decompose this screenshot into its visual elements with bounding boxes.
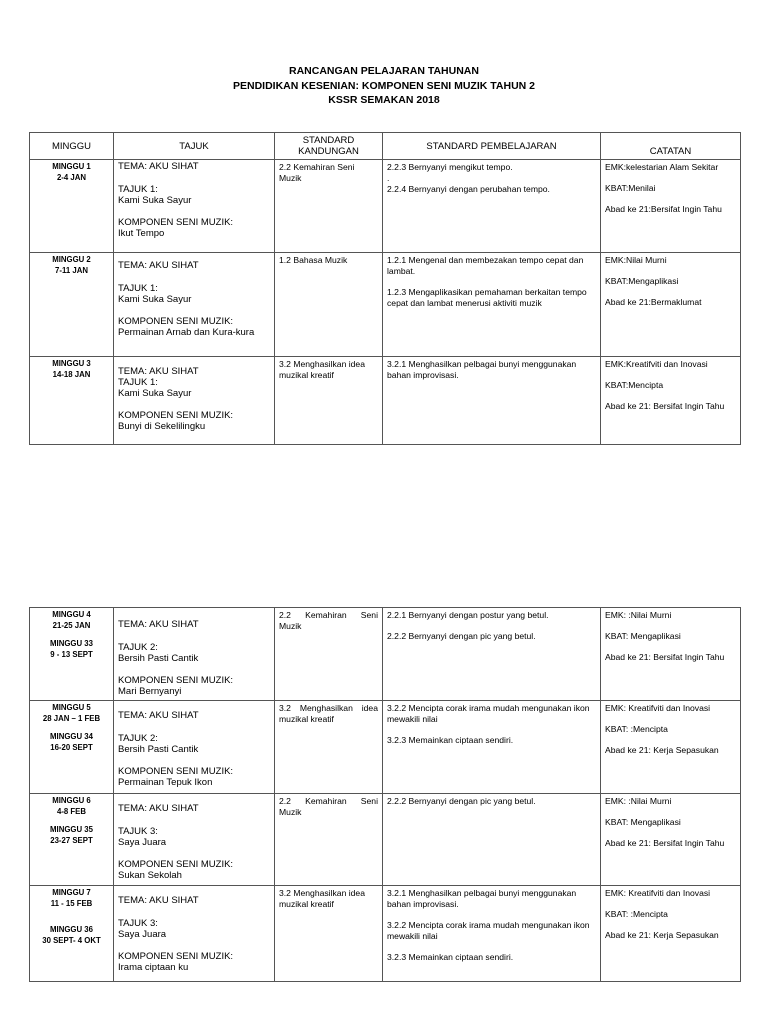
week-label: MINGGU 6	[52, 796, 91, 805]
week-cell	[30, 886, 114, 982]
topic-cell	[114, 160, 275, 253]
komponen-label: KOMPONEN SENI MUZIK:	[118, 951, 234, 963]
tajuk-label: TAJUK 2:	[118, 641, 158, 653]
sp-item: 3.2.3 Memainkan ciptaan sendiri.	[387, 952, 514, 962]
week-label: MINGGU 2	[52, 255, 91, 264]
sp-item: 2.2.1 Bernyanyi dengan postur yang betul.	[387, 610, 549, 620]
sp-item: 2.2.3 Bernyanyi mengikut tempo.	[387, 162, 513, 172]
week-dates: 7-11 JAN	[55, 265, 88, 275]
komponen-text: Permainan Tepuk Ikon	[118, 777, 213, 789]
tajuk-text: Bersih Pasti Cantik	[118, 652, 199, 664]
catatan-cell	[601, 357, 741, 445]
week-label: MINGGU 4	[52, 610, 91, 619]
tema-text: TEMA: AKU SIHAT	[118, 895, 199, 906]
catatan-emk: EMK:Nilai Murni	[605, 255, 667, 265]
catatan-emk: EMK: Kreatifviti dan Inovasi	[605, 703, 711, 713]
standard-kandungan-cell: 2.2 Kemahiran Seni Muzik	[275, 160, 383, 253]
komponen-text: Mari Bernyanyi	[118, 686, 182, 698]
standard-pembelajaran-cell	[383, 357, 601, 445]
header-catatan: CATATAN	[601, 133, 741, 160]
tajuk-label: TAJUK 1:	[118, 183, 158, 195]
week-label: MINGGU 34	[50, 732, 93, 741]
topic-cell	[114, 701, 275, 794]
week-label: MINGGU 35	[50, 825, 93, 834]
week-label: MINGGU 5	[52, 703, 91, 712]
catatan-emk: EMK: :Nilai Murni	[605, 796, 672, 806]
catatan-abad: Abad ke 21:Bersifat Ingin Tahu	[605, 204, 722, 214]
week-cell	[30, 253, 114, 357]
tajuk-label: TAJUK 2:	[118, 732, 158, 744]
tema-text: TEMA: AKU SIHAT	[118, 260, 199, 271]
topic-cell	[114, 253, 275, 357]
table-row	[30, 160, 741, 253]
komponen-label: KOMPONEN SENI MUZIK:	[118, 316, 234, 328]
komponen-text: Irama ciptaan ku	[118, 962, 189, 974]
standard-pembelajaran-cell	[383, 608, 601, 701]
standard-kandungan-cell: 3.2 Menghasilkan idea muzikal kreatif	[275, 701, 383, 794]
standard-kandungan-cell: 1.2 Bahasa Muzik	[275, 253, 383, 357]
document-title	[0, 64, 768, 108]
sp-item: .	[387, 173, 390, 183]
week-label: MINGGU 1	[52, 162, 91, 171]
week-dates: 23-27 SEPT	[50, 835, 93, 845]
komponen-text: Sukan Sekolah	[118, 870, 182, 882]
title-line-2: PENDIDIKAN KESENIAN: KOMPONEN SENI MUZIK TAHUN 2	[233, 79, 535, 92]
week-cell	[30, 357, 114, 445]
sp-item: 3.2.1 Menghasilkan pelbagai bunyi menggunakan bahan improvisasi.	[387, 359, 577, 380]
catatan-abad: Abad ke 21: Kerja Sepasukan	[605, 745, 719, 755]
komponen-text: Permainan Arnab dan Kura-kura	[118, 327, 255, 339]
komponen-label: KOMPONEN SENI MUZIK:	[118, 410, 234, 422]
catatan-cell	[601, 886, 741, 982]
tema-text: TEMA: AKU SIHAT	[118, 161, 199, 172]
sp-item: 3.2.3 Memainkan ciptaan sendiri.	[387, 735, 514, 745]
tema-text: TEMA: AKU SIHAT	[118, 803, 199, 814]
standard-pembelajaran-cell	[383, 253, 601, 357]
topic-cell	[114, 794, 275, 886]
tajuk-label: TAJUK 1:	[118, 282, 158, 294]
table-row	[30, 886, 741, 982]
catatan-abad: Abad ke 21:Bermaklumat	[605, 297, 702, 307]
week-dates: 11 - 15 FEB	[50, 898, 93, 908]
sp-item: 1.2.1 Mengenal dan membezakan tempo cepat dan lambat.	[387, 255, 584, 276]
standard-kandungan-cell: 2.2 Kemahiran Seni Muzik	[275, 608, 383, 701]
tajuk-text: Kami Suka Sayur	[118, 387, 192, 399]
lesson-plan-table-2	[29, 607, 741, 982]
sp-item: 2.2.2 Bernyanyi dengan pic yang betul.	[387, 796, 536, 806]
komponen-label: KOMPONEN SENI MUZIK:	[118, 766, 234, 778]
week-cell	[30, 160, 114, 253]
header-sk-line1: STANDARD	[302, 135, 355, 146]
komponen-text: Ikut Tempo	[118, 228, 165, 240]
tajuk-text: Saya Juara	[118, 836, 167, 848]
tajuk-label: TAJUK 3:	[118, 825, 158, 837]
week-dates: 28 JAN – 1 FEB	[42, 713, 101, 723]
catatan-cell	[601, 160, 741, 253]
catatan-kbat: KBAT: Mengaplikasi	[605, 631, 681, 641]
catatan-abad: Abad ke 21: Bersifat Ingin Tahu	[605, 838, 725, 848]
week-dates: 30 SEPT- 4 OKT	[42, 935, 101, 945]
topic-cell	[114, 357, 275, 445]
komponen-label: KOMPONEN SENI MUZIK:	[118, 217, 234, 229]
table-header-row	[30, 133, 741, 160]
catatan-abad: Abad ke 21: Kerja Sepasukan	[605, 930, 719, 940]
catatan-cell	[601, 794, 741, 886]
week-dates: 16-20 SEPT	[50, 742, 93, 752]
catatan-emk: EMK:kelestarian Alam Sekitar	[605, 162, 719, 172]
header-minggu: MINGGU	[30, 133, 114, 160]
week-label: MINGGU 33	[50, 639, 93, 648]
topic-cell	[114, 608, 275, 701]
catatan-cell	[601, 608, 741, 701]
week-cell	[30, 794, 114, 886]
tajuk-text: Kami Suka Sayur	[118, 293, 192, 305]
sp-item: 3.2.2 Mencipta corak irama mudah mengunakan ikon mewakili nilai	[387, 920, 590, 941]
standard-pembelajaran-cell	[383, 701, 601, 794]
week-dates: 21-25 JAN	[52, 620, 91, 630]
week-dates: 2-4 JAN	[56, 172, 87, 182]
tajuk-text: Saya Juara	[118, 928, 167, 940]
catatan-kbat: KBAT: Mengaplikasi	[605, 817, 681, 827]
header-standard-pembelajaran: STANDARD PEMBELAJARAN	[383, 133, 601, 160]
catatan-emk: EMK: Kreatifviti dan Inovasi	[605, 888, 711, 898]
sp-item: 1.2.3 Mengaplikasikan pemahaman berkaitan tempo cepat dan lambat menerusi aktiviti muzik	[387, 287, 587, 308]
week-dates: 9 - 13 SEPT	[50, 649, 93, 659]
catatan-kbat: KBAT:Menilai	[605, 183, 656, 193]
catatan-kbat: KBAT:Mengaplikasi	[605, 276, 679, 286]
tema-text: TEMA: AKU SIHAT	[118, 619, 199, 630]
table-row	[30, 701, 741, 794]
sp-item: 2.2.2 Bernyanyi dengan pic yang betul.	[387, 631, 536, 641]
catatan-cell	[601, 253, 741, 357]
standard-kandungan-cell: 3.2 Menghasilkan idea muzikal kreatif	[275, 886, 383, 982]
catatan-emk: EMK:Kreatifviti dan Inovasi	[605, 359, 708, 369]
komponen-label: KOMPONEN SENI MUZIK:	[118, 859, 234, 871]
title-line-1: RANCANGAN PELAJARAN TAHUNAN	[289, 65, 479, 77]
standard-pembelajaran-cell	[383, 794, 601, 886]
tema-text: TEMA: AKU SIHAT	[118, 366, 199, 377]
tajuk-text: Kami Suka Sayur	[118, 194, 192, 206]
standard-pembelajaran-cell	[383, 886, 601, 982]
header-tajuk: TAJUK	[114, 133, 275, 160]
header-sk-line2: KANDUNGAN	[298, 146, 359, 157]
catatan-abad: Abad ke 21: Bersifat Ingin Tahu	[605, 401, 725, 411]
tajuk-label: TAJUK 1:	[118, 376, 158, 388]
header-standard-kandungan	[275, 133, 383, 160]
week-label: MINGGU 36	[50, 925, 93, 934]
table-row	[30, 357, 741, 445]
tajuk-text: Bersih Pasti Cantik	[118, 743, 199, 755]
standard-kandungan-cell: 2.2 Kemahiran Seni Muzik	[275, 794, 383, 886]
catatan-kbat: KBAT: :Mencipta	[605, 909, 668, 919]
title-line-3: KSSR SEMAKAN 2018	[328, 94, 440, 106]
week-dates: 4-8 FEB	[56, 806, 87, 816]
standard-pembelajaran-cell	[383, 160, 601, 253]
sp-item: 3.2.2 Mencipta corak irama mudah mengunakan ikon mewakili nilai	[387, 703, 590, 724]
topic-cell	[114, 886, 275, 982]
table-row	[30, 253, 741, 357]
tajuk-label: TAJUK 3:	[118, 917, 158, 929]
catatan-cell	[601, 701, 741, 794]
week-cell	[30, 608, 114, 701]
catatan-kbat: KBAT: :Mencipta	[605, 724, 668, 734]
catatan-kbat: KBAT:Mencipta	[605, 380, 664, 390]
week-cell	[30, 701, 114, 794]
standard-kandungan-cell: 3.2 Menghasilkan idea muzikal kreatif	[275, 357, 383, 445]
week-dates: 14-18 JAN	[52, 369, 91, 379]
sp-item: 3.2.1 Menghasilkan pelbagai bunyi menggunakan bahan improvisasi.	[387, 888, 577, 909]
komponen-label: KOMPONEN SENI MUZIK:	[118, 675, 234, 687]
catatan-abad: Abad ke 21: Bersifat Ingin Tahu	[605, 652, 725, 662]
sp-item: 2.2.4 Bernyanyi dengan perubahan tempo.	[387, 184, 550, 194]
week-label: MINGGU 3	[52, 359, 91, 368]
komponen-text: Bunyi di Sekelilingku	[118, 421, 206, 433]
week-label: MINGGU 7	[52, 888, 91, 897]
lesson-plan-table-1	[29, 132, 741, 445]
catatan-emk: EMK: :Nilai Murni	[605, 610, 672, 620]
tema-text: TEMA: AKU SIHAT	[118, 710, 199, 721]
table-row	[30, 608, 741, 701]
table-row	[30, 794, 741, 886]
